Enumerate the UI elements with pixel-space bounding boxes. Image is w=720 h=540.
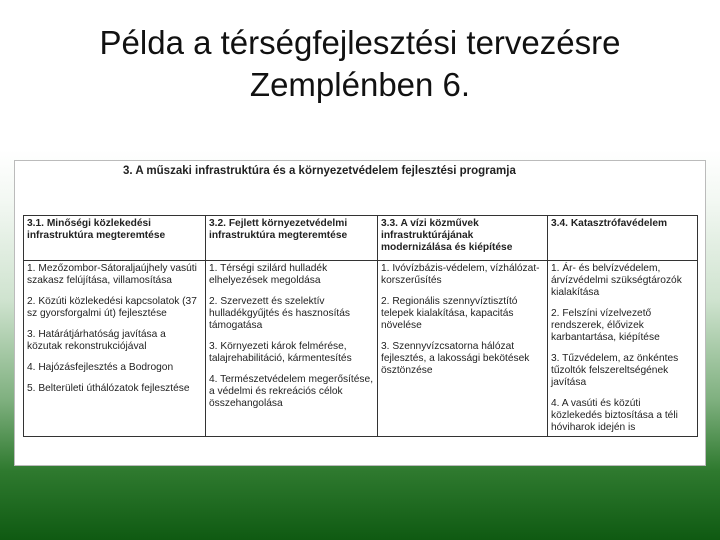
column-header: 3.4. Katasztrófavédelem xyxy=(548,216,698,261)
list-item: 4. A vasúti és közúti közlekedés biztosítása a téli hóviharok idején is xyxy=(551,398,678,433)
list-item: 4. Természetvédelem megerősítése, a védelmi és rekreációs célok összehangolása xyxy=(209,374,374,409)
column-header: 3.1. Minőségi közlekedési infrastruktúra megteremtése xyxy=(24,216,206,261)
column-cell xyxy=(548,261,698,437)
list-item: 1. Mezőzombor-Sátoraljaújhely vasúti szakasz felújítása, villamosítása xyxy=(27,263,197,286)
column-header: 3.2. Fejlett környezetvédelmi infrastruktúra megteremtése xyxy=(206,216,378,261)
program-table xyxy=(23,215,698,437)
list-item: 3. Szennyvízcsatorna hálózat fejlesztés, a lakossági bekötések ösztönzése xyxy=(381,341,530,376)
list-item: 2. Regionális szennyvíztisztító telepek kialakítása, kapacitás növelése xyxy=(381,296,518,331)
title-line-1: Példa a térségfejlesztési tervezésre xyxy=(99,24,621,61)
title-line-2: Zemplénben 6. xyxy=(249,66,471,103)
column-cell xyxy=(24,261,206,437)
program-document xyxy=(14,160,706,466)
column-cell xyxy=(206,261,378,437)
list-item: 1. Ivóvízbázis-védelem, vízhálózat-korszerűsítés xyxy=(381,263,540,286)
list-item: 5. Belterületi úthálózatok fejlesztése xyxy=(27,383,190,394)
list-item: 2. Felszíni vízelvezető rendszerek, élővizek karbantartása, kiépítése xyxy=(551,308,660,343)
table-header-row xyxy=(24,216,698,261)
list-item: 3. Határátjárhatóság javítása a közutak rekonstrukciójával xyxy=(27,329,166,352)
column-header: 3.3. A vízi közművek infrastruktúrájának modernizálása és kiépítése xyxy=(378,216,548,261)
list-item: 2. Szervezett és szelektív hulladékgyűjtés és hasznosítás támogatása xyxy=(209,296,351,331)
list-item: 3. Környezeti károk felmérése, talajrehabilitáció, kármentesítés xyxy=(209,341,352,364)
list-item: 1. Ár- és belvízvédelem, árvízvédelmi szükségtározók kialakítása xyxy=(551,263,682,298)
list-item: 3. Tűzvédelem, az önkéntes tűzoltók felszereltségének javítása xyxy=(551,353,679,388)
list-item: 4. Hajózásfejlesztés a Bodrogon xyxy=(27,362,174,373)
column-cell xyxy=(378,261,548,437)
slide-title xyxy=(0,22,720,106)
document-heading: 3. A műszaki infrastruktúra és a környezetvédelem fejlesztési programja xyxy=(123,165,516,177)
list-item: 2. Közúti közlekedési kapcsolatok (37 sz gyorsforgalmi út) fejlesztése xyxy=(27,296,197,319)
table-row xyxy=(24,261,698,437)
list-item: 1. Térségi szilárd hulladék elhelyezések megoldása xyxy=(209,263,328,286)
